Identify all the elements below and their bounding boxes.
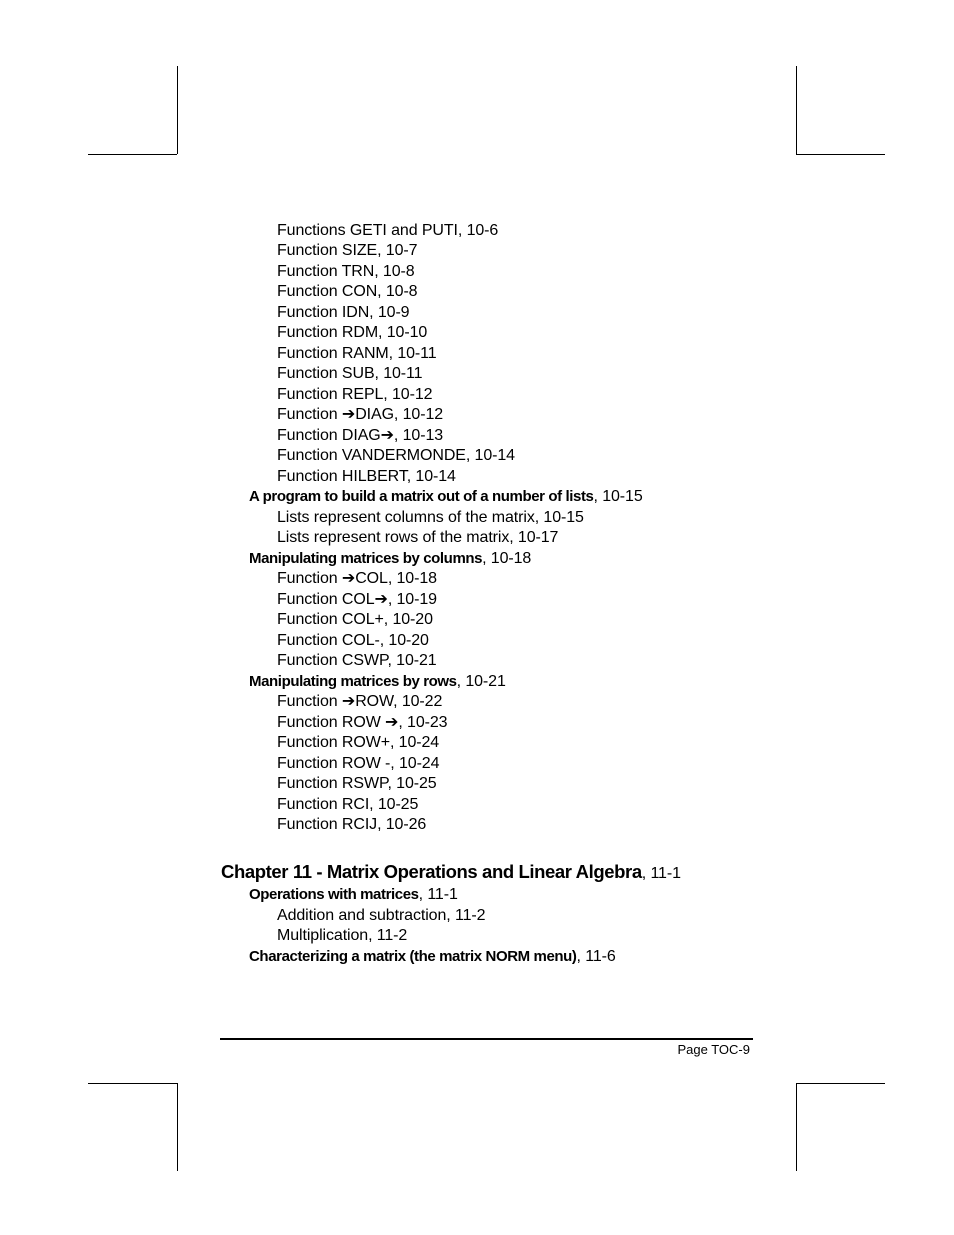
toc-entry: Function RSWP, 10-25 — [277, 775, 437, 792]
toc-entry: Multiplication, 11-2 — [277, 927, 408, 944]
toc-entry: Function HILBERT, 10-14 — [277, 468, 456, 485]
toc-entry: Function RCIJ, 10-26 — [277, 816, 427, 833]
toc-section-title: Manipulating matrices by rows — [249, 673, 457, 690]
toc-entry: Function SUB, 10-11 — [277, 365, 423, 382]
footer-rule — [220, 1038, 753, 1040]
toc-entry: Function SIZE, 10-7 — [277, 242, 418, 259]
toc-entry: Function REPL, 10-12 — [277, 386, 433, 403]
toc-section-entry — [249, 487, 643, 507]
toc-section-entry — [249, 885, 458, 905]
toc-entry: Function TRN, 10-8 — [277, 263, 415, 280]
toc-entry: Lists represent columns of the matrix, 10-15 — [277, 509, 584, 526]
toc-page-ref: , 11-1 — [418, 886, 458, 903]
crop-mark-top-left-horizontal — [88, 154, 177, 155]
toc-page-ref: , 10-15 — [593, 488, 643, 505]
toc-chapter-title: Chapter 11 - Matrix Operations and Linear Algebra — [221, 861, 642, 882]
toc-entry: Function IDN, 10-9 — [277, 304, 410, 321]
crop-mark-bottom-right-horizontal — [796, 1083, 885, 1084]
crop-mark-bottom-left-horizontal — [88, 1083, 177, 1084]
toc-entry: Function COL➔, 10-19 — [277, 591, 437, 608]
toc-page-ref: , 10-21 — [456, 673, 506, 690]
toc-entry: Function ➔DIAG, 10-12 — [277, 406, 444, 423]
toc-chapter-entry — [221, 862, 681, 884]
page-number: Page TOC-9 — [677, 1042, 750, 1057]
toc-page-ref: , 10-18 — [482, 550, 532, 567]
crop-mark-top-left-vertical — [177, 66, 178, 154]
toc-section-title: Characterizing a matrix (the matrix NORM menu) — [249, 948, 577, 965]
crop-mark-bottom-right-vertical — [796, 1083, 797, 1171]
toc-entry: Lists represent rows of the matrix, 10-17 — [277, 529, 559, 546]
toc-entry: Function RCI, 10-25 — [277, 796, 419, 813]
toc-entry: Function DIAG➔, 10-13 — [277, 427, 444, 444]
toc-entry: Function CSWP, 10-21 — [277, 652, 437, 669]
toc-entry: Function ROW+, 10-24 — [277, 734, 440, 751]
toc-entry: Function VANDERMONDE, 10-14 — [277, 447, 515, 464]
toc-entry: Function CON, 10-8 — [277, 283, 418, 300]
toc-entry: Function ➔ROW, 10-22 — [277, 693, 443, 710]
toc-entry: Addition and subtraction, 11-2 — [277, 907, 486, 924]
crop-mark-top-right-vertical — [796, 66, 797, 154]
toc-entry: Function ROW -, 10-24 — [277, 755, 440, 772]
crop-mark-top-right-horizontal — [796, 154, 885, 155]
toc-entry: Function COL+, 10-20 — [277, 611, 433, 628]
toc-page-ref: , 11-1 — [641, 865, 681, 882]
toc-entry: Function RDM, 10-10 — [277, 324, 428, 341]
toc-section-title: Manipulating matrices by columns — [249, 550, 483, 567]
toc-entry: Functions GETI and PUTI, 10-6 — [277, 222, 499, 239]
toc-entry: Function RANM, 10-11 — [277, 345, 437, 362]
toc-entry: Function COL-, 10-20 — [277, 632, 429, 649]
toc-entry: Function ROW ➔, 10-23 — [277, 714, 448, 731]
toc-section-entry — [249, 947, 616, 967]
crop-mark-bottom-left-vertical — [177, 1083, 178, 1171]
toc-page-ref: , 11-6 — [576, 948, 616, 965]
toc-section-title: Operations with matrices — [249, 886, 419, 903]
toc-section-entry — [249, 549, 531, 569]
toc-section-entry — [249, 672, 506, 692]
toc-entry: Function ➔COL, 10-18 — [277, 570, 437, 587]
toc-section-title: A program to build a matrix out of a number of lists — [249, 488, 594, 505]
